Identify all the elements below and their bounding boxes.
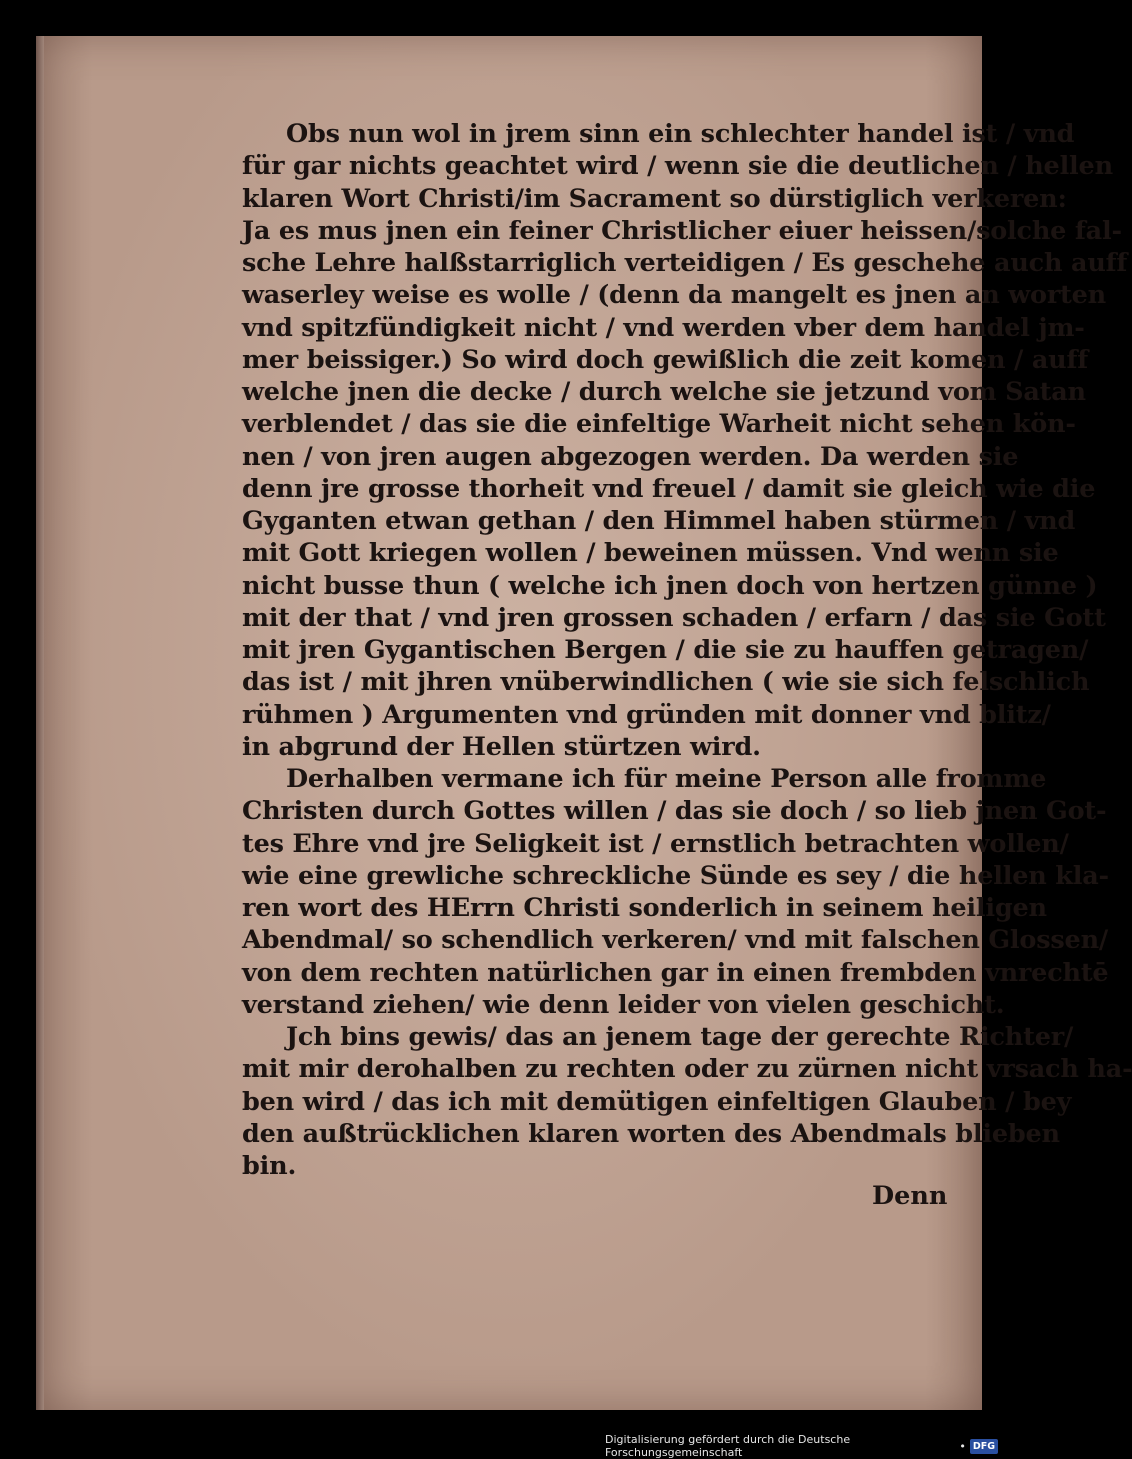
text-line: mit der that / vnd jren grossen schaden / erfarn / das sie Gott [242,602,1106,633]
text-line: mit mir derohalben zu rechten oder zu zürnen nicht vrsach ha- [242,1054,1132,1085]
dfg-logo-icon: DFG [970,1439,998,1454]
text-line: bin. [242,1151,297,1181]
text-line: vnd spitzfündigkeit nicht / vnd werden vber dem handel jm- [242,312,1085,343]
text-line: welche jnen die decke / durch welche sie jetzund vom Satan [242,377,1086,407]
digitization-credit [605,1433,1000,1459]
text-line: mit jren Gygantischen Bergen / die sie zu hauffen getragen/ [242,635,1089,665]
text-line: den außtrücklichen klaren worten des Abendmals blieben [242,1118,1060,1149]
text-line: waserley weise es wolle / (denn da mangelt es jnen an worten [242,280,1106,311]
text-line: das ist / mit jhren vnüberwindlichen ( wie sie sich felschlich [242,667,1090,698]
text-line: in abgrund der Hellen stürtzen wird. [242,731,761,762]
text-line: verblendet / das sie die einfeltige Warheit nicht sehen kön- [242,409,1076,440]
text-line: Gyganten etwan gethan / den Himmel haben stürmen / vnd [242,506,1076,536]
text-line: nicht busse thun ( welche ich jnen doch von hertzen günne ) [242,570,1098,601]
text-line: für gar nichts geachtet wird / wenn sie die deutlichen / hellen [242,151,1113,182]
text-line: klaren Wort Christi/im Sacrament so dürstiglich verkeren: [242,183,1067,214]
credit-separator: • [959,1439,966,1453]
credit-text: Digitalisierung gefördert durch die Deutsche Forschungsgemeinschaft [605,1433,851,1459]
text-line: ben wird / das ich mit demütigen einfeltigen Glauben / bey [242,1086,1072,1117]
text-line: verstand ziehen/ wie denn leider von vielen geschicht. [242,989,1005,1020]
text-line: von dem rechten natürlichen gar in einen frembden vnrechtē [242,957,1109,988]
text-line: wie eine grewliche schreckliche Sünde es sey / die hellen kla- [242,860,1109,891]
catchword: Denn [872,1181,948,1211]
text-line: Derhalben vermane ich für meine Person alle fromme [286,764,1047,794]
text-line: Jch bins gewis/ das an jenem tage der gerechte Richter/ [286,1022,1074,1052]
text-line: nen / von jren augen abgezogen werden. Da werden sie [242,441,1019,472]
text-line: Christen durch Gottes willen / das sie doch / so lieb jnen Got- [242,796,1107,827]
page-text [242,118,1132,1182]
page-gutter [36,36,44,1410]
text-line: mit Gott kriegen wollen / beweinen müssen. Vnd wenn sie [242,538,1059,569]
text-line: ren wort des HErrn Christi sonderlich in seinem heiligen [242,893,1047,923]
text-line: sche Lehre halßstarriglich verteidigen / Es geschehe auch auff [242,248,1128,278]
text-line: Abendmal/ so schendlich verkeren/ vnd mit falschen Glossen/ [242,925,1109,956]
text-line: rühmen ) Argumenten vnd gründen mit donner vnd blitz/ [242,699,1051,730]
text-line: mer beissiger.) So wird doch gewißlich die zeit komen / auff [242,344,1089,375]
text-line: denn jre grosse thorheit vnd freuel / damit sie gleich wie die [242,473,1096,504]
text-line: tes Ehre vnd jre Seligkeit ist / ernstlich betrachten wollen/ [242,828,1069,859]
text-line: Obs nun wol in jrem sinn ein schlechter handel ist / vnd [286,119,1075,149]
text-line: Ja es mus jnen ein feiner Christlicher eiuer heissen/solche fal- [242,215,1122,246]
